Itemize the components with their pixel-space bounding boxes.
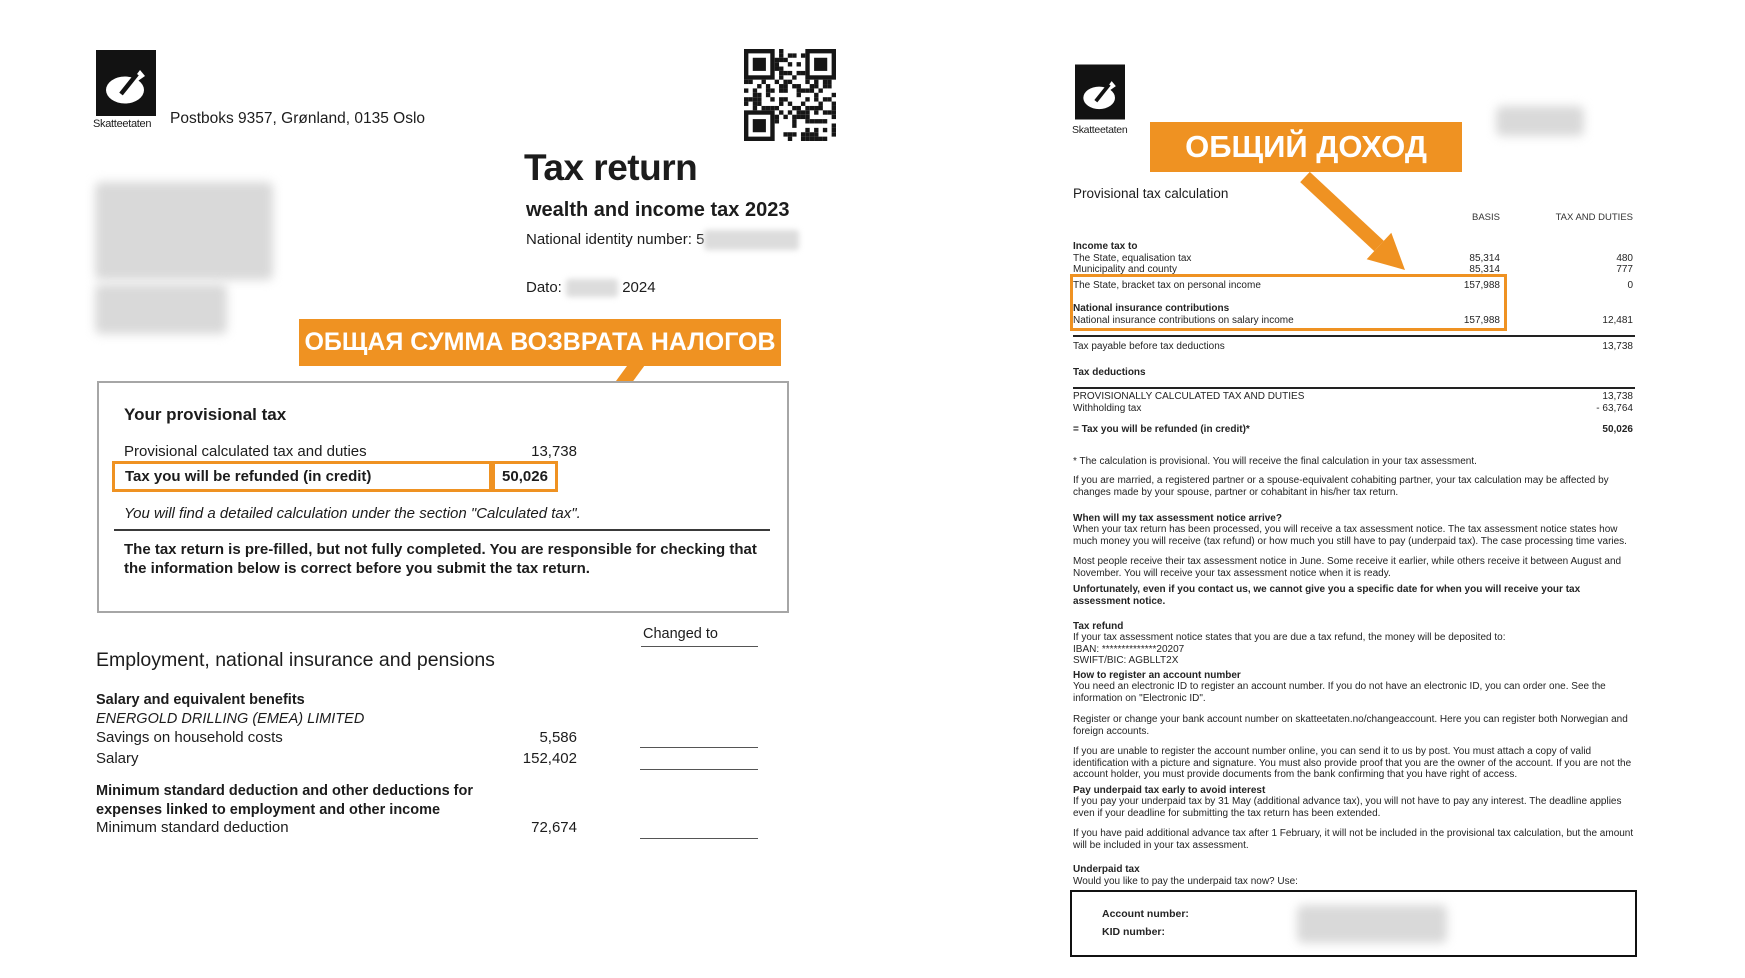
iban-line: IBAN: **************20207	[1073, 644, 1185, 655]
table-row-tax: 0	[1627, 280, 1633, 291]
table-row-label: National insurance contributions on salary income	[1073, 315, 1294, 326]
table-row-label: The State, bracket tax on personal income	[1073, 280, 1261, 291]
skatteetaten-logo-icon	[96, 50, 156, 116]
register-paragraph-1: You need an electronic ID to register an account number. If you do not have an electronic ID, you can order one. See the information on "Electronic ID".	[1073, 681, 1606, 704]
table-row-tax: 480	[1616, 253, 1633, 264]
changed-to-underline	[641, 646, 758, 647]
group-heading: National insurance contributions	[1073, 303, 1230, 314]
unfortunately-paragraph: Unfortunately, even if you contact us, we cannot give you a specific date for when you will receive your tax assessment notice.	[1073, 584, 1581, 607]
most-paragraph: Most people receive their tax assessment notice in June. Some receive it earlier, while others receive it between August and November. You will receive your tax assessment notice when it is ready.	[1073, 556, 1622, 579]
divider	[1073, 387, 1635, 389]
redacted-recipient-address-2	[95, 284, 227, 334]
change-line	[640, 769, 758, 770]
col-header-basis: BASIS	[1472, 212, 1500, 223]
table-row-label: Savings on household costs	[96, 729, 283, 746]
underpaid-paragraph: Would you like to pay the underpaid tax now? Use:	[1073, 876, 1298, 887]
table-row-basis: 157,988	[1463, 280, 1500, 291]
table-row-tax: 12,481	[1602, 315, 1633, 326]
table-row-label: Municipality and county	[1073, 264, 1177, 275]
table-row-label: PROVISIONALLY CALCULATED TAX AND DUTIES	[1073, 391, 1305, 402]
redacted-recipient-address	[95, 182, 273, 280]
refund-value-highlight	[492, 461, 558, 492]
redacted-account-number	[1297, 905, 1447, 943]
when-paragraph: When your tax return has been processed, you will receive a tax assessment notice. The tax assessment notice states how much money you will receive (tax refund) or how much you still have to pay (underpaid tax). The case processing time varies.	[1073, 524, 1627, 547]
account-number-label: Account number:	[1102, 908, 1189, 920]
group-heading: Income tax to	[1073, 241, 1138, 252]
table-row-tax: 777	[1616, 264, 1633, 275]
date-year: 2024	[622, 279, 656, 296]
table-row-value: 5,586	[539, 729, 577, 746]
table-row-label: Minimum standard deduction	[96, 819, 289, 836]
annotation-refund-total: ОБЩАЯ СУММА ВОЗВРАТА НАЛОГОВ	[299, 319, 781, 366]
provisional-row-label: Provisional calculated tax and duties	[124, 443, 367, 460]
table-row-tax: 13,738	[1602, 391, 1633, 402]
national-id-line	[526, 230, 799, 250]
table-row-value: 152,402	[522, 750, 577, 767]
deduction-heading: Minimum standard deduction and other deductions for expenses linked to employment and other income	[96, 783, 474, 818]
table-row-basis: 85,314	[1469, 264, 1500, 275]
redacted-header-field	[1496, 106, 1584, 136]
table-row-label: The State, equalisation tax	[1073, 253, 1192, 264]
register-paragraph-3: If you are unable to register the account number online, you can send it to us by post. You must attach a copy of valid identification with a picture and signature. You must also provide proof that you are the owner of the account. If you are not the account holder, you must provide documents from the bank confirming that you have right of access.	[1073, 746, 1632, 780]
annotation-total-income: ОБЩИЙ ДОХОД	[1150, 122, 1462, 172]
swift-line: SWIFT/BIC: AGBLLT2X	[1073, 655, 1179, 666]
table-row-basis: 157,988	[1463, 315, 1500, 326]
calc-heading: Provisional tax calculation	[1073, 186, 1229, 201]
underpaid-heading: Underpaid tax	[1073, 864, 1140, 875]
col-header-tax: TAX AND DUTIES	[1555, 212, 1633, 223]
note-provisional: * The calculation is provisional. You will receive the final calculation in your tax assessment.	[1073, 456, 1477, 467]
provisional-tax-heading: Your provisional tax	[124, 405, 287, 424]
table-row-value: 72,674	[531, 819, 577, 836]
table-row-tax: 13,738	[1602, 341, 1633, 352]
note-married: If you are married, a registered partner or a spouse-equivalent cohabiting partner, your tax calculation may be affected by changes made by your spouse, partner or cohabitant in his/her tax return.	[1073, 475, 1609, 498]
divider	[114, 529, 770, 531]
redacted-national-id	[704, 230, 799, 250]
brand-label: Skatteetaten	[1072, 124, 1128, 136]
refund-row-value: 50,026	[1602, 424, 1633, 435]
calculated-tax-note: You will find a detailed calculation under the section "Calculated tax".	[124, 505, 581, 522]
divider	[1073, 335, 1635, 337]
when-heading: When will my tax assessment notice arrive?	[1073, 513, 1282, 524]
register-heading: How to register an account number	[1073, 670, 1241, 681]
income-rows-highlight	[1070, 274, 1507, 331]
refund-row-value: 50,026	[502, 468, 548, 485]
national-id-label: National identity number: 5	[526, 230, 705, 248]
brand-label: Skatteetaten	[93, 118, 152, 130]
change-line	[640, 838, 758, 839]
page-subtitle: wealth and income tax 2023	[526, 199, 790, 221]
right-page	[880, 0, 1745, 978]
salary-benefits-heading: Salary and equivalent benefits	[96, 692, 305, 708]
pay-early-paragraph-2: If you have paid additional advance tax after 1 February, it will not be included in the provisional tax calculation, but the amount will be included in your tax assessment.	[1073, 828, 1634, 851]
provisional-tax-box	[97, 381, 789, 613]
tax-refund-heading: Tax refund	[1073, 621, 1124, 632]
table-row-label: Salary	[96, 750, 139, 767]
table-row-basis: 85,314	[1469, 253, 1500, 264]
refund-row-label: = Tax you will be refunded (in credit)*	[1073, 424, 1250, 435]
employer-name: ENERGOLD DRILLING (EMEA) LIMITED	[96, 711, 365, 727]
kid-number-label: KID number:	[1102, 926, 1165, 938]
table-row-label: Tax payable before tax deductions	[1073, 341, 1225, 352]
provisional-row-value: 13,738	[531, 443, 577, 460]
tax-refund-paragraph: If your tax assessment notice states that you are due a tax refund, the money will be deposited to:	[1073, 632, 1506, 643]
skatteetaten-logo-icon	[1075, 64, 1125, 120]
date-label: Dato:	[526, 279, 562, 296]
page-title: Tax return	[524, 147, 698, 188]
redacted-date	[566, 279, 618, 297]
date-line	[526, 279, 656, 297]
changed-to-label: Changed to	[643, 626, 718, 642]
sender-address: Postboks 9357, Grønland, 0135 Oslo	[170, 110, 426, 127]
qr-code-icon	[744, 49, 836, 141]
employment-heading: Employment, national insurance and pensions	[96, 649, 495, 671]
table-row-label: Withholding tax	[1073, 403, 1142, 414]
deductions-heading: Tax deductions	[1073, 367, 1146, 378]
pay-early-heading: Pay underpaid tax early to avoid interest	[1073, 785, 1266, 796]
refund-row-label: Tax you will be refunded (in credit)	[125, 468, 372, 485]
pay-early-paragraph-1: If you pay your underpaid tax by 31 May (additional advance tax), you will not have to pay any interest. The deadline applies even if your deadline for submitting the tax return has been extended.	[1073, 796, 1622, 819]
refund-row-highlight	[112, 461, 492, 492]
change-line	[640, 747, 758, 748]
register-paragraph-2: Register or change your bank account number on skatteetaten.no/changeaccount. Here you can register both Norwegian and foreign accounts.	[1073, 714, 1628, 737]
prefilled-disclaimer: The tax return is pre-filled, but not fully completed. You are responsible for checking that the information below is correct before you submit the tax return.	[124, 541, 757, 577]
payment-details-box	[1070, 890, 1637, 957]
table-row-tax: - 63,764	[1596, 403, 1633, 414]
